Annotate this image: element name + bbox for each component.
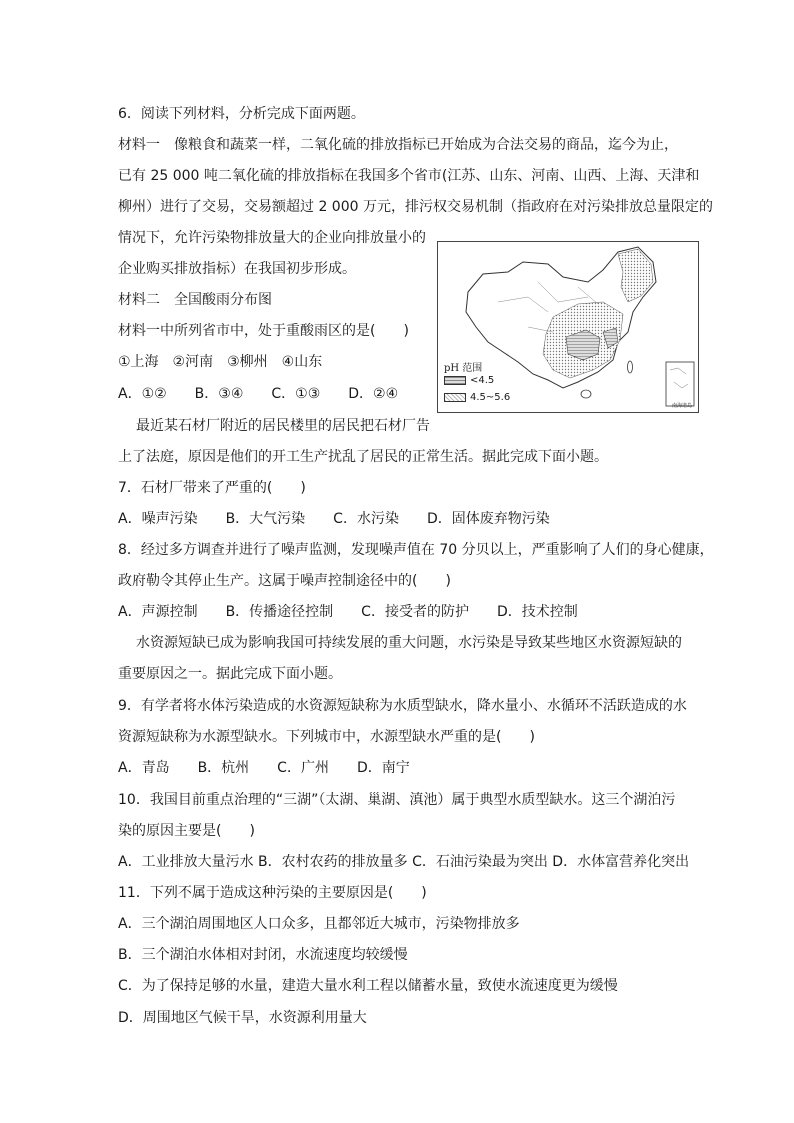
text-line: 企业购买排放指标）在我国初步形成。: [118, 261, 356, 277]
text-line: 上了法庭，原因是他们的开工生产扰乱了居民的正常生活。据此完成下面小题。: [118, 449, 608, 465]
text-line: 11．下列不属于造成这种污染的主要原因是( ): [118, 885, 427, 901]
text-line: 染的原因主要是( ): [118, 823, 255, 839]
text-line: 重要原因之一。据此完成下面小题。: [118, 666, 342, 682]
hatched-swatch-icon: [444, 376, 466, 385]
legend-item-heavy: [444, 375, 494, 386]
text-line: 情况下，允许污染物排放量大的企业向排放量小的: [118, 230, 426, 246]
text-line: A．工业排放大量污水 B．农村农药的排放量多 C．石油污染最为突出 D．水体富营养化突出: [118, 854, 690, 870]
text-line: 9．有学者将水体污染造成的水资源短缺称为水质型缺水，降水量小、水循环不活跃造成的水: [118, 698, 687, 714]
legend-label: 4.5~5.6: [470, 392, 511, 403]
acid-rain-map: [437, 241, 699, 413]
china-map-outline: [438, 242, 698, 412]
text-line: A．青岛 B．杭州 C．广州 D．南宁: [118, 760, 410, 776]
text-line: 8．经过多方调查并进行了噪声监测，发现噪声值在 70 分贝以上，严重影响了人们的身心健康，: [118, 542, 714, 558]
text-line: A．三个湖泊周围地区人口众多，且都邻近大城市，污染物排放多: [118, 916, 520, 932]
text-line: ①上海 ②河南 ③柳州 ④山东: [118, 354, 323, 370]
text-line: 水资源短缺已成为影响我国可持续发展的重大问题，水污染是导致某些地区水资源短缺的: [136, 635, 682, 651]
text-line: 资源短缺称为水源型缺水。下列城市中，水源型缺水严重的是( ): [118, 729, 535, 745]
text-line: A．噪声污染 B．大气污染 C．水污染 D．固体废弃物污染: [118, 511, 550, 527]
text-line: A．声源控制 B．传播途径控制 C．接受者的防护 D．技术控制: [118, 604, 578, 620]
legend-item-light: [444, 392, 510, 403]
text-line: B．三个湖泊水体相对封闭，水流速度均较缓慢: [118, 947, 408, 963]
text-line: 7．石材厂带来了严重的( ): [118, 480, 306, 496]
text-line: 10．我国目前重点治理的“三湖”（太湖、巢湖、滇池）属于典型水质型缺水。这三个湖泊污: [118, 792, 676, 808]
text-line: 材料一 像粮食和蔬菜一样，二氧化硫的排放指标已开始成为合法交易的商品，迄今为止，: [118, 137, 678, 153]
text-line: C．为了保持足够的水量，建造大量水利工程以储蓄水量，致使水流速度更为缓慢: [118, 978, 618, 994]
text-line: 柳州）进行了交易，交易额超过 2 000 万元，排污权交易机制（指政府在对污染排放总量限定的: [118, 199, 713, 215]
text-line: 已有 25 000 吨二氧化硫的排放指标在我国多个省市(江苏、山东、河南、山西、上海、天津和: [118, 168, 700, 184]
text-line: 6．阅读下列材料，分析完成下面两题。: [118, 106, 365, 122]
inset-label: 南海诸岛: [671, 403, 692, 409]
text-line: 材料二 全国酸雨分布图: [118, 292, 272, 308]
text-line: 政府勒令其停止生产。这属于噪声控制途径中的( ): [118, 573, 451, 589]
text-line: D．周围地区气候干旱，水资源利用量大: [118, 1010, 367, 1026]
text-line: 最近某石材厂附近的居民楼里的居民把石材厂告: [136, 418, 430, 434]
legend-label: <4.5: [470, 375, 495, 386]
text-line: A．①② B．③④ C．①③ D．②④: [118, 386, 399, 402]
legend-title: pH 范围: [444, 363, 483, 374]
dotted-swatch-icon: [444, 393, 466, 402]
text-line: 材料一中所列省市中，处于重酸雨区的是( ): [118, 323, 409, 339]
